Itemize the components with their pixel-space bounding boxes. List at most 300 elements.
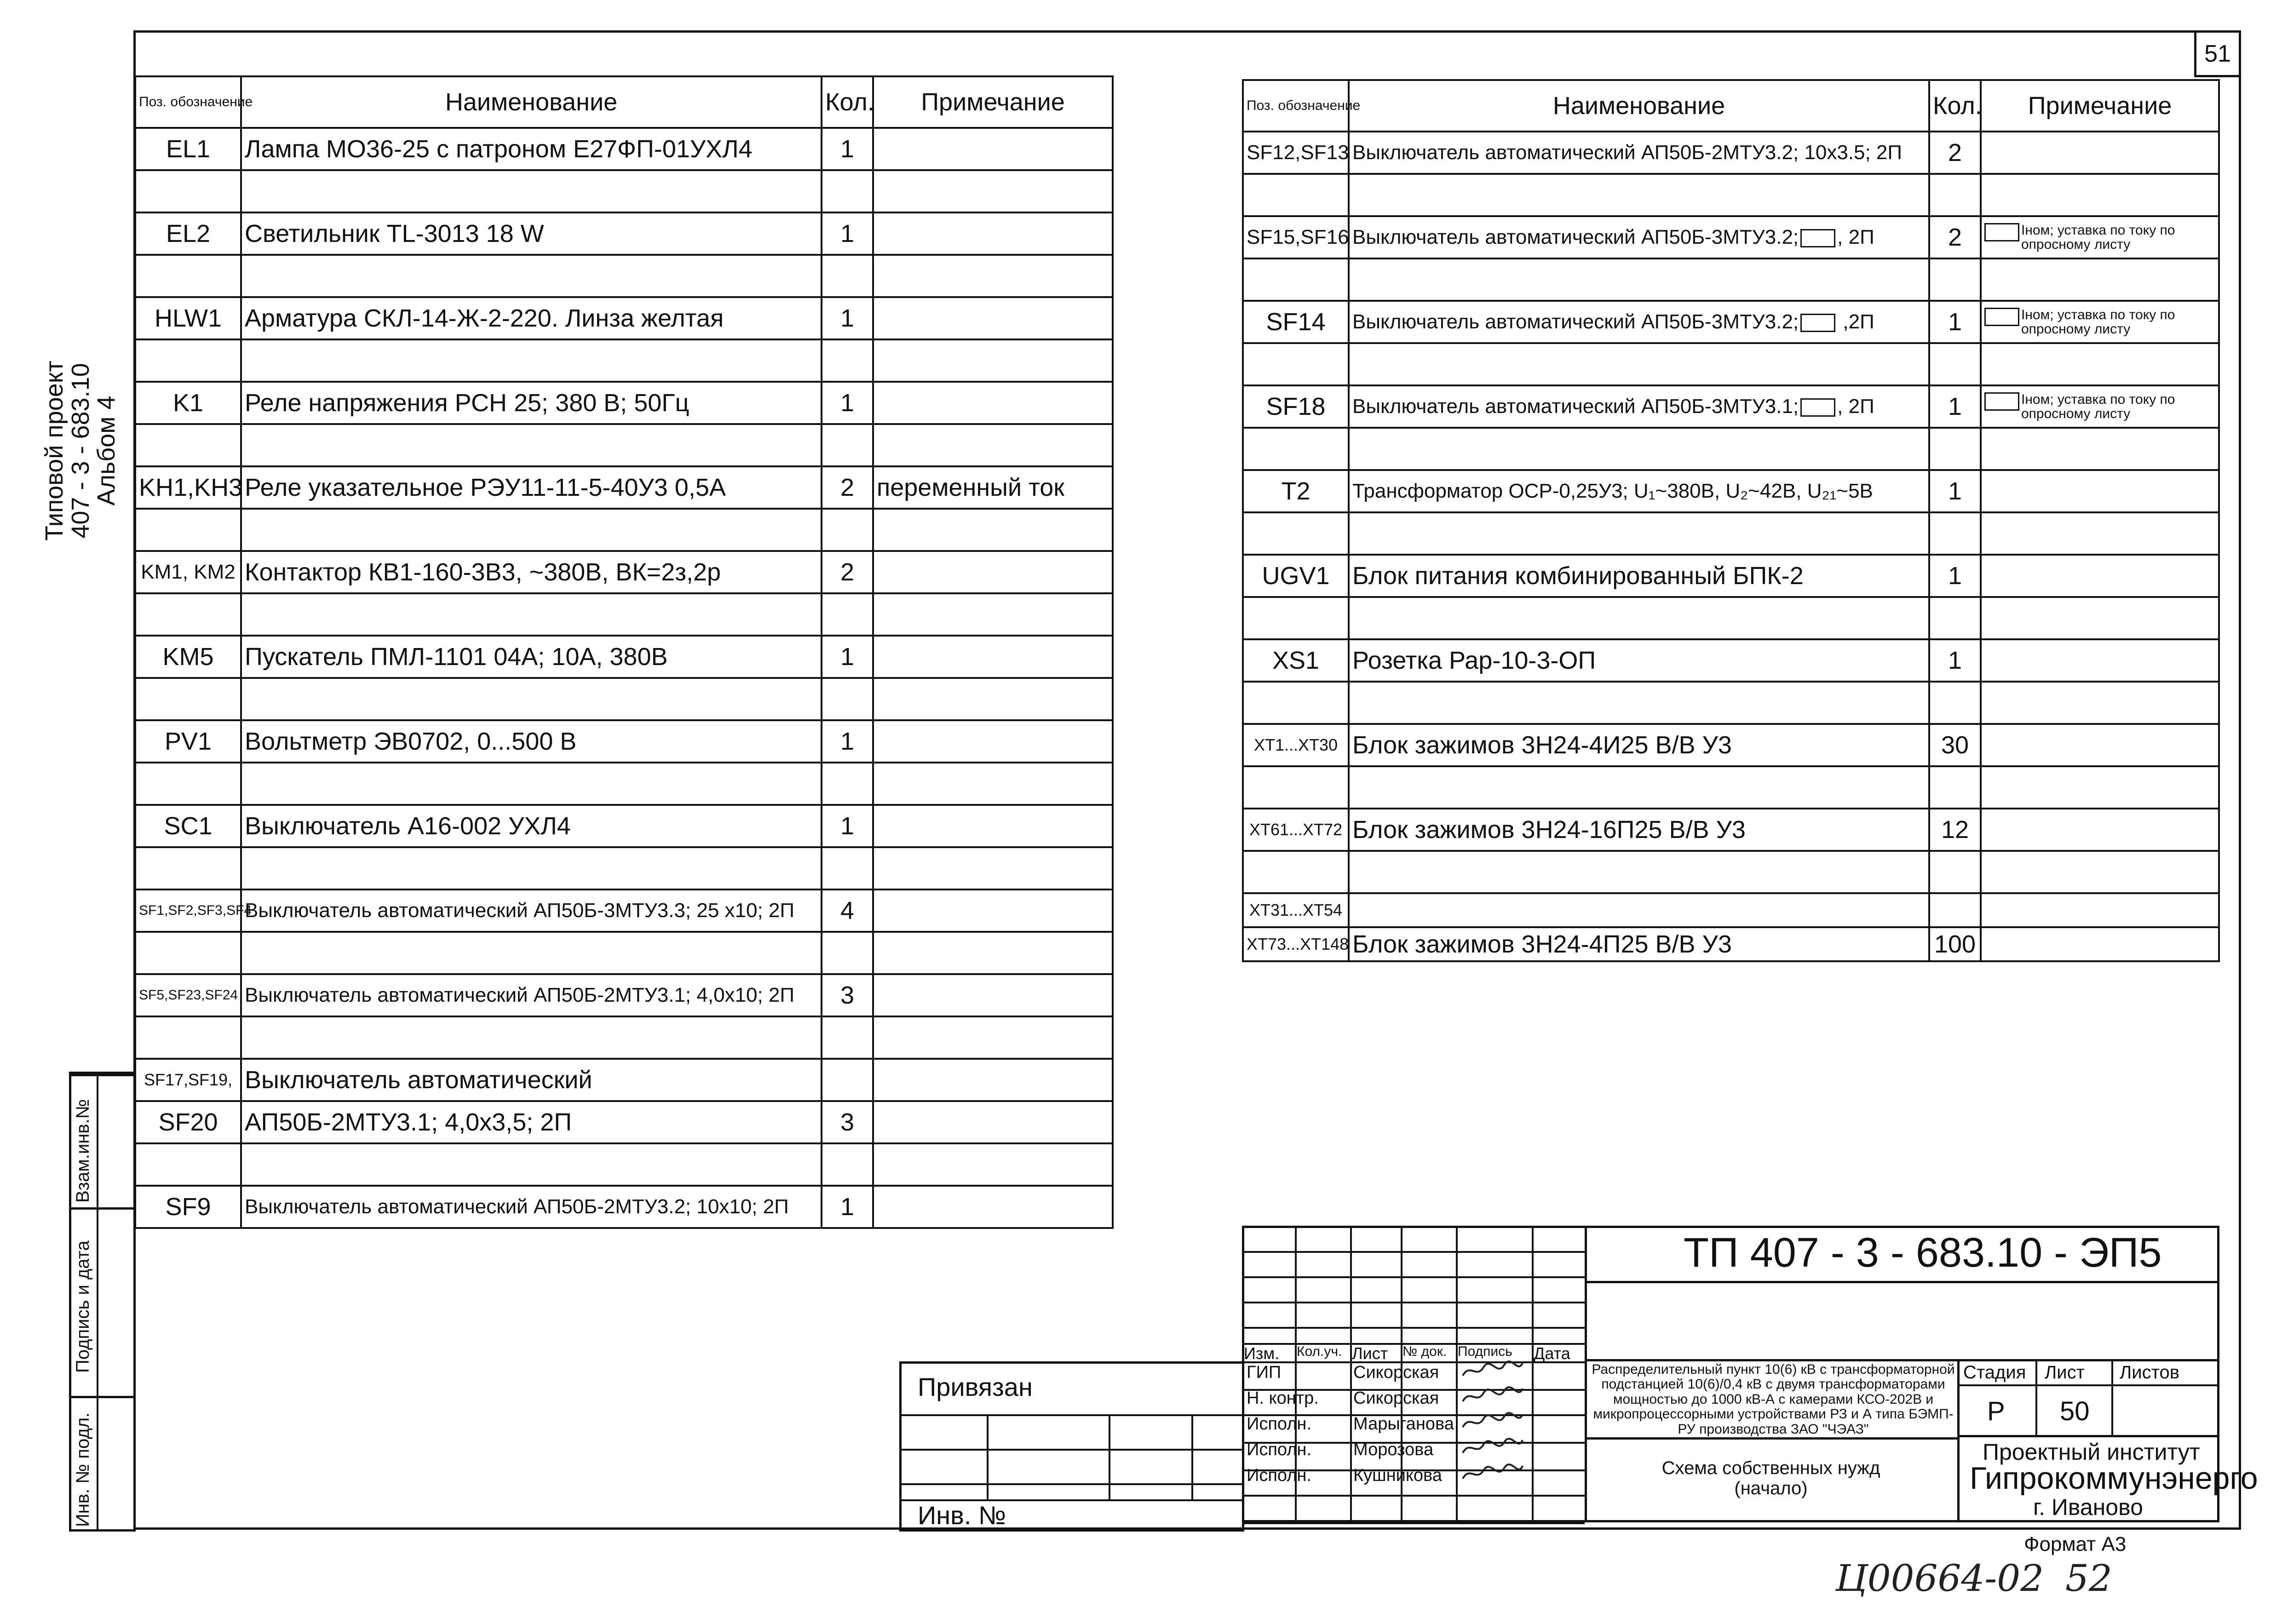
row-note [873,1059,1113,1101]
table-row [1243,597,2219,639]
row-pos [1243,512,1349,555]
row-qty: 1 [822,382,873,424]
table-row [135,763,1113,805]
row-pos: XT73...XT148 [1243,927,1349,961]
table-row [1243,512,2219,555]
rev-col-head: Кол.уч. [1297,1344,1342,1359]
row-pos: K1 [135,382,241,424]
row-pos: SF1,SF2,SF3,SF4 [135,889,241,932]
row-qty [1929,258,1981,301]
row-pos: XS1 [1243,639,1349,682]
row-name [1349,216,1929,258]
row-note [873,763,1113,805]
table-row [135,128,1113,170]
row-note [1981,216,2219,258]
sheet-label: Лист [2045,1362,2085,1383]
row-pos [1243,174,1349,216]
note-text: Iном; уставка по току по опросному листу [2021,222,2175,252]
person-name: Сикорская [1353,1389,1439,1408]
row-qty: 1 [822,1186,873,1228]
row-note [1981,428,2219,470]
row-pos [135,932,241,974]
row-qty: 2 [1929,132,1981,174]
row-name: Реле напряжения РСН 25; 380 В; 50Гц [241,382,822,424]
row-qty [1929,343,1981,385]
sheet-value: 50 [2060,1396,2090,1426]
row-note [1981,724,2219,766]
row-name [1349,301,1929,343]
row-note [873,889,1113,932]
table-row [1243,428,2219,470]
row-note [873,509,1113,551]
row-name: Светильник TL-3013 18 W [241,212,822,255]
row-name: Арматура СКЛ-14-Ж-2-220. Линза желтая [241,297,822,339]
row-qty [1929,851,1981,893]
blank-field-box [1800,314,1835,332]
table-row [135,509,1113,551]
row-name [241,763,822,805]
row-pos: SF12,SF13 [1243,132,1349,174]
table-row [135,932,1113,974]
table-row [135,212,1113,255]
row-qty [822,424,873,466]
header-name: Наименование [1349,80,1929,132]
row-pos: UGV1 [1243,555,1349,597]
side-label-line3: Альбом 4 [92,396,121,506]
table-row [135,636,1113,678]
row-name-part-b: , 2П [1837,395,1874,418]
row-qty: 1 [1929,301,1981,343]
table-row [1243,809,2219,851]
row-name [241,678,822,720]
row-qty: 2 [822,466,873,509]
row-qty [822,255,873,297]
row-pos [135,763,241,805]
row-note [873,551,1113,593]
row-note [873,297,1113,339]
right-spec-table [1242,79,2220,962]
row-name [1349,512,1929,555]
row-name: Выключатель автоматический АП50Б-2МТУ3.2; 10х3.5; 2П [1349,132,1929,174]
row-pos [135,255,241,297]
project-description: Распределительный пункт 10(6) кВ с трансформаторной подстанцией 10(6)/0,4 кВ с двумя трансформаторами мощностью до 1000 кВ-А с камерами КСО-202В и микропроцессорными устройствами РЗ и А типа БЭМП-РУ производства ЗАО "ЧЭАЗ" [1592,1362,1955,1437]
table-row [135,297,1113,339]
table-row [135,1059,1113,1101]
stamp-podpis: Подпись и дата [73,1240,93,1373]
row-qty [1929,682,1981,724]
inv-no-label: Инв. № [918,1501,1006,1530]
table-row [1243,893,2219,927]
row-pos: EL2 [135,212,241,255]
stamp-vzam: Взам.инв.№ [73,1099,93,1203]
row-qty: 1 [822,636,873,678]
row-pos [135,678,241,720]
person-name: Сикорская [1353,1363,1439,1382]
person-name: Марыганова [1353,1414,1454,1434]
row-qty: 100 [1929,927,1981,961]
row-name: Вольтметр ЭВ0702, 0...500 В [241,720,822,763]
row-note [1981,132,2219,174]
row-note [873,424,1113,466]
row-note [1981,343,2219,385]
signature-scribble [1460,1384,1525,1407]
row-pos: SC1 [135,805,241,847]
blank-field-box [1984,223,2019,241]
signature-scribble [1460,1461,1525,1484]
table-row [135,466,1113,509]
table-row [135,255,1113,297]
row-name: Трансформатор ОСР-0,25У3; U₁~380В, U₂~42В, U₂₁~5В [1349,470,1929,512]
row-qty: 1 [822,212,873,255]
row-qty [822,1016,873,1059]
row-note [873,678,1113,720]
row-note [873,255,1113,297]
row-qty: 12 [1929,809,1981,851]
row-pos [135,170,241,212]
org-line3: г. Иваново [2033,1494,2143,1520]
row-note [1981,809,2219,851]
row-note [873,1016,1113,1059]
row-pos: PV1 [135,720,241,763]
row-name: Блок питания комбинированный БПК-2 [1349,555,1929,597]
row-qty: 3 [822,1101,873,1143]
table-row [135,339,1113,382]
row-name [1349,428,1929,470]
row-note [873,1101,1113,1143]
row-pos [135,847,241,889]
row-name [1349,851,1929,893]
person-name: Кушникова [1353,1466,1442,1485]
rev-col-head: Изм. [1244,1344,1280,1363]
row-note [1981,682,2219,724]
row-pos [135,339,241,382]
row-name [241,847,822,889]
table-row [135,593,1113,636]
row-qty: 3 [822,974,873,1016]
row-pos: SF17,SF19, [135,1059,241,1101]
row-name [1349,597,1929,639]
row-qty [822,509,873,551]
row-qty [1929,893,1981,927]
table-row [135,170,1113,212]
table-row [1243,174,2219,216]
row-name [241,509,822,551]
header-qty: Кол. [822,76,873,128]
row-qty [822,932,873,974]
role-label: Исполн. [1247,1440,1311,1459]
row-pos: SF9 [135,1186,241,1228]
table-row [1243,927,2219,961]
row-name: Выключатель А16-002 УХЛ4 [241,805,822,847]
row-qty: 1 [1929,470,1981,512]
row-pos [135,424,241,466]
row-note [873,593,1113,636]
row-pos [1243,682,1349,724]
header-note: Примечание [873,76,1113,128]
row-name: Розетка Рар-10-3-ОП [1349,639,1929,682]
row-note [873,1186,1113,1228]
row-qty: 1 [1929,385,1981,428]
table-row [1243,724,2219,766]
row-pos: EL1 [135,128,241,170]
table-row [1243,639,2219,682]
header-note: Примечание [1981,80,2219,132]
row-qty: 1 [822,720,873,763]
left-spec-table [134,75,1114,1229]
row-pos: XT1...XT30 [1243,724,1349,766]
row-qty [822,1059,873,1101]
row-qty: 1 [822,805,873,847]
row-pos [135,1016,241,1059]
table-row [1243,216,2219,258]
row-note [873,339,1113,382]
row-name-part-a: Выключатель автоматический АП50Б-3МТУ3.1; [1352,395,1799,418]
privyazan-label: Привязан [918,1372,1033,1401]
signature-scribble [1460,1435,1525,1458]
row-note [873,974,1113,1016]
format-label: Формат А3 [2024,1533,2127,1555]
row-note [873,382,1113,424]
row-pos [135,509,241,551]
row-name: Выключатель автоматический АП50Б-2МТУ3.1; 4,0х10; 2П [241,974,822,1016]
side-label-line1: Типовой проект [40,361,68,541]
header-name: Наименование [241,76,822,128]
row-pos: XT31...XT54 [1243,893,1349,927]
table-row [135,974,1113,1016]
signature-scribble [1460,1410,1525,1433]
row-name-part-b: , 2П [1837,225,1874,248]
note-text: Iном; уставка по току по опросному листу [2021,307,2175,337]
row-note [873,212,1113,255]
table-row [135,382,1113,424]
row-name-part-a: Выключатель автоматический АП50Б-3МТУ3.2; [1352,310,1799,333]
row-qty [822,847,873,889]
table-row [135,678,1113,720]
row-note [1981,555,2219,597]
row-name: Выключатель автоматический АП50Б-3МТУ3.3; 25 х10; 2П [241,889,822,932]
rev-col-head: Подпись [1458,1344,1512,1359]
row-name: Выключатель автоматический [241,1059,822,1101]
table-row [135,889,1113,932]
sheet-title: Схема собственных нужд (начало) [1661,1458,1880,1498]
row-pos: KM1, KM2 [135,551,241,593]
row-qty: 4 [822,889,873,932]
table-row [1243,301,2219,343]
row-note [873,805,1113,847]
blank-field-box [1800,398,1835,417]
row-note [873,636,1113,678]
row-pos: SF14 [1243,301,1349,343]
row-pos [1243,766,1349,809]
row-pos [135,593,241,636]
sheet-number: 51 [2194,30,2241,77]
row-note [873,170,1113,212]
row-name [1349,893,1929,927]
row-pos: XT61...XT72 [1243,809,1349,851]
row-name: Лампа МО36-25 с патроном Е27ФП-01УХЛ4 [241,128,822,170]
table-row [1243,555,2219,597]
row-note [873,720,1113,763]
table-header-row [1243,80,2219,132]
row-pos: HLW1 [135,297,241,339]
row-name: Блок зажимов 3Н24-4И25 В/В У3 [1349,724,1929,766]
table-row [135,1186,1113,1228]
role-label: ГИП [1247,1363,1282,1382]
row-note [1981,512,2219,555]
row-pos [1243,851,1349,893]
row-qty [822,170,873,212]
person-name: Морозова [1353,1440,1434,1459]
table-row [1243,682,2219,724]
row-name [241,932,822,974]
row-note [1981,639,2219,682]
row-name [241,1016,822,1059]
table-row [135,1143,1113,1186]
row-note [873,128,1113,170]
row-qty [822,339,873,382]
row-pos: SF5,SF23,SF24 [135,974,241,1016]
table-row [1243,470,2219,512]
handwritten-code: Ц00664-02 [1835,1557,2044,1600]
row-name: Блок зажимов 3Н24-16П25 В/В У3 [1349,809,1929,851]
row-note [1981,470,2219,512]
table-row [135,847,1113,889]
table-row [135,805,1113,847]
row-qty [1929,174,1981,216]
row-note [1981,597,2219,639]
row-note [1981,851,2219,893]
row-name: Выключатель автоматический АП50Б-2МТУ3.2; 10х10; 2П [241,1186,822,1228]
table-row [1243,766,2219,809]
table-row [135,424,1113,466]
row-qty [822,678,873,720]
handwritten-page: 52 [2065,1557,2112,1600]
side-label [41,354,120,547]
row-qty: 2 [1929,216,1981,258]
table-row [1243,258,2219,301]
row-qty [1929,428,1981,470]
row-name-part-b: ,2П [1837,310,1874,333]
stamp-inv-podl: Инв. № подл. [73,1412,93,1527]
table-row [1243,132,2219,174]
row-qty: 1 [1929,555,1981,597]
row-name [1349,258,1929,301]
row-note [1981,927,2219,961]
stage-label: Стадия [1963,1362,2026,1383]
row-note [1981,385,2219,428]
doc-code: ТП 407 - 3 - 683.10 - ЭП5 [1684,1230,2162,1276]
row-pos: T2 [1243,470,1349,512]
rev-col-head: Лист [1352,1344,1388,1363]
row-pos: SF20 [135,1101,241,1143]
table-row [135,720,1113,763]
row-qty: 1 [1929,639,1981,682]
row-pos [1243,597,1349,639]
header-pos: Поз. обозначение [1243,80,1349,132]
table-row [135,1016,1113,1059]
row-name [1349,343,1929,385]
org-line2: Гипрокоммунэнерго [1970,1461,2258,1496]
table-row [1243,343,2219,385]
row-name [241,1143,822,1186]
row-name [241,170,822,212]
row-name [241,593,822,636]
row-pos: SF18 [1243,385,1349,428]
blank-field-box [1800,229,1835,247]
row-note [873,1143,1113,1186]
row-note [1981,893,2219,927]
row-note [873,847,1113,889]
role-label: Н. контр. [1247,1389,1319,1408]
row-qty: 1 [822,128,873,170]
row-name [1349,766,1929,809]
row-note [1981,258,2219,301]
blank-field-box [1984,392,2019,411]
row-pos: KM5 [135,636,241,678]
sheets-label: Листов [2120,1362,2179,1383]
row-name [1349,682,1929,724]
row-pos: SF15,SF16 [1243,216,1349,258]
side-label-line2: 407 - 3 - 683.10 [66,363,94,539]
row-pos [135,1143,241,1186]
rev-col-head: Дата [1534,1344,1570,1363]
rev-col-head: № док. [1403,1344,1447,1359]
row-pos: KH1,KH3 [135,466,241,509]
row-qty: 2 [822,551,873,593]
row-name [241,424,822,466]
row-qty [1929,512,1981,555]
table-row [1243,385,2219,428]
row-note [1981,766,2219,809]
row-name: АП50Б-2МТУ3.1; 4,0х3,5; 2П [241,1101,822,1143]
row-note: переменный ток [873,466,1113,509]
row-qty [1929,597,1981,639]
row-note [873,932,1113,974]
blank-field-box [1984,308,2019,326]
row-name: Пускатель ПМЛ-1101 04А; 10А, 380В [241,636,822,678]
table-row [135,1101,1113,1143]
row-note [1981,301,2219,343]
role-label: Исполн. [1247,1414,1311,1434]
table-row [135,551,1113,593]
org-line1: Проектный институт [1983,1439,2200,1465]
row-name: Контактор КВ1-160-3В3, ~380В, ВК=2з,2р [241,551,822,593]
header-qty: Кол. [1929,80,1981,132]
stage-value: Р [1987,1396,2005,1426]
role-label: Исполн. [1247,1466,1311,1485]
row-qty [822,1143,873,1186]
row-name [241,339,822,382]
header-pos: Поз. обозначение [135,76,241,128]
row-qty: 1 [822,297,873,339]
table-row [1243,851,2219,893]
row-qty: 30 [1929,724,1981,766]
row-pos [1243,343,1349,385]
row-name: Блок зажимов 3Н24-4П25 В/В У3 [1349,927,1929,961]
row-name [1349,385,1929,428]
note-text: Iном; уставка по току по опросному листу [2021,391,2175,421]
row-name [1349,174,1929,216]
row-note [1981,174,2219,216]
row-pos [1243,428,1349,470]
row-qty [822,593,873,636]
row-qty [822,763,873,805]
row-name: Реле указательное РЭУ11-11-5-40У3 0,5А [241,466,822,509]
table-header-row [135,76,1113,128]
row-name-part-a: Выключатель автоматический АП50Б-3МТУ3.2; [1352,225,1799,248]
row-pos [1243,258,1349,301]
row-name [241,255,822,297]
